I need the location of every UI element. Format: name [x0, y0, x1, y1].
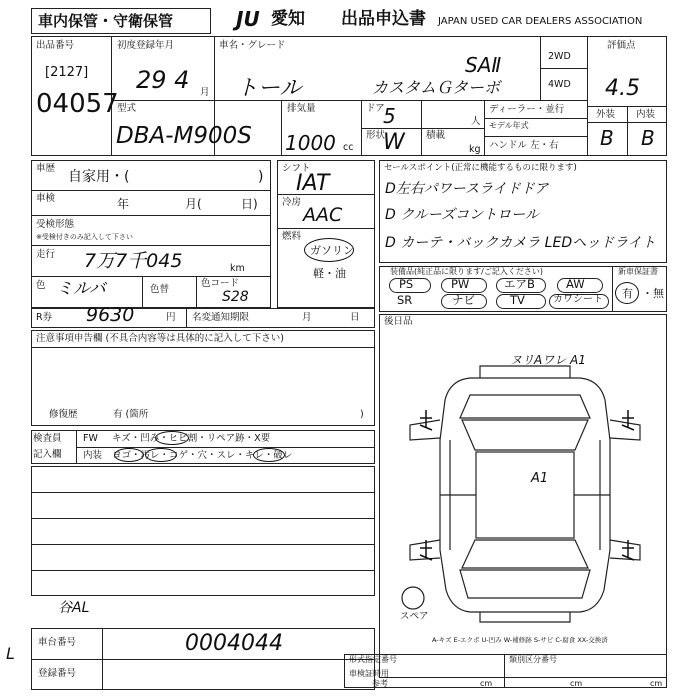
cert-label: 形式指定番号 [349, 655, 397, 664]
lot-bracket: [2127] [45, 65, 89, 80]
dealer-label: ディーラー・並行 [489, 104, 565, 115]
r-label: R券 [36, 312, 53, 323]
inspector-label-1: 検査員 [33, 433, 62, 444]
cm-2: cm [570, 679, 583, 688]
notes-frame [31, 330, 375, 426]
doors-label: ドア [366, 103, 385, 114]
history-close: ) [258, 169, 264, 185]
drive-2wd: 2WD [548, 51, 571, 62]
type-label: 型式 [117, 103, 137, 114]
storage-box [31, 8, 211, 34]
history-label: 車歴 [36, 163, 56, 174]
cm-1: cm [480, 679, 493, 688]
inspection-month: 月( [185, 197, 202, 211]
inspector-circle-4 [253, 448, 285, 462]
lot-number: 04057 [36, 89, 119, 119]
displacement-label: 排気量 [287, 103, 316, 114]
mileage-label: 走行 [36, 249, 56, 260]
warranty-label: 新車保証書 [618, 267, 658, 276]
fuel-label: 燃料 [282, 231, 302, 242]
sales-line-2: D クルーズコントロール [385, 207, 539, 223]
ju-logo: JU [236, 7, 260, 31]
capacity-label: 積載 [426, 130, 446, 141]
color-change-label: 色替 [150, 284, 170, 295]
eq-sr-label: SR [397, 293, 413, 307]
sales-line-3: D カーテ・バックカメラ LEDヘッドライト [385, 235, 656, 251]
rating-ext-label: 外装 [596, 109, 616, 120]
doors-value: 5 [383, 104, 396, 128]
rear-label: 後日品 [384, 316, 413, 327]
warranty-no: ・無 [642, 287, 664, 300]
car-name-value: トール [236, 76, 302, 101]
doc-title: 出品申込書 [341, 9, 426, 29]
diagram-legend: A-キズ E-エクボ U-凹み W-補修跡 S-サビ C-腐食 XX-交換済 [432, 636, 608, 644]
footer-mark-l: L [6, 644, 15, 663]
handle-label: ハンドル 左・右 [489, 140, 559, 151]
repair-close: ) [360, 409, 364, 420]
ac-label: 冷房 [282, 197, 302, 208]
drive-4wd: 4WD [548, 79, 571, 90]
diagram-frame [379, 314, 667, 678]
displacement-unit: cc [343, 142, 354, 153]
eq-ps-label: PS [399, 277, 414, 291]
eq-pw-label: PW [451, 277, 470, 291]
color-label: 色 [36, 280, 46, 291]
ac-value: AAC [303, 204, 343, 226]
footer-stamp-note: 谷AL [58, 600, 90, 616]
class-label: 類別区分番号 [509, 655, 557, 664]
storage-label: 車内保管・守衛保管 [38, 12, 174, 30]
rating-int-value: B [641, 126, 655, 150]
eq-navi-label: ナビ [452, 293, 475, 307]
color-code-label: 色コード [201, 278, 240, 289]
fuel-diesel: 軽・油 [313, 267, 346, 280]
car-grade-value: カスタムＧターボ [372, 78, 501, 97]
first-reg-label: 初度登録年月 [117, 40, 175, 51]
notice-month: 月 [302, 312, 312, 323]
inspector-circle-1 [155, 431, 189, 445]
eng-title: JAPAN USED CAR DEALERS ASSOCIATION [438, 16, 643, 27]
org-name: 愛知 [271, 9, 305, 29]
seats-unit: 人 [471, 116, 481, 127]
received-label: 受検形態 [36, 219, 75, 230]
rating-label: 評価点 [607, 40, 636, 51]
inspection-label: 車検 [36, 193, 56, 204]
sales-line-1: D左右パワースライドドア [385, 181, 549, 197]
chassis-value: 0004044 [185, 631, 283, 656]
inspector-row2-text: ヨゴ・汚レ・コゲ・穴・スレ・キレ・破レ [112, 450, 293, 461]
eq-sheet-label: カワシート [553, 294, 603, 305]
mileage-value: 7万7千045 [84, 250, 183, 272]
shape-label: 形状 [366, 130, 386, 141]
inspector-label-2: 記入欄 [33, 449, 62, 460]
r-value: 9630 [86, 304, 135, 326]
rating-value: 4.5 [605, 76, 640, 101]
warranty-yes: 有 [622, 287, 633, 300]
reg-cert-label: 車検証時用 [349, 669, 389, 678]
shift-label: シフト [282, 163, 311, 174]
eq-tv-label: TV [510, 293, 525, 307]
lot-label: 出品番号 [36, 40, 75, 51]
eq-aw-label: AW [566, 277, 585, 291]
received-note: ※受検付きのみ記入して下さい [36, 233, 133, 241]
rating-ext-value: B [600, 126, 614, 150]
eq-airbag-label: エアB [504, 277, 535, 291]
inspector-circle-2 [114, 448, 144, 462]
capacity-unit: kg [469, 144, 481, 155]
inspector-row1-text: キズ・凹み・ヒビ割・リペア跡・X要 [112, 433, 271, 444]
inspection-year: 年 [117, 197, 130, 211]
fuel-gasoline: ガソリン [310, 244, 354, 257]
inspector-row2-head: 内装 [83, 450, 103, 461]
inspector-circle-3 [145, 448, 177, 462]
reg-no-label: 登録番号 [38, 668, 77, 679]
type-value: DBA-M900S [116, 123, 252, 149]
spare-label: スペア [400, 611, 429, 622]
month-mark: 月 [200, 87, 210, 98]
sa-mark: SAⅡ [465, 53, 502, 77]
r-unit: 円 [166, 312, 176, 323]
inspector-row1-head: FW [83, 433, 98, 444]
notice-label: 名変通知期限 [192, 312, 250, 323]
equipment-label: 装備品(純正品に限ります/ご記入ください) [390, 267, 543, 276]
blank-lines-frame [31, 466, 375, 596]
car-name-label: 車名・グレード [219, 40, 286, 51]
warranty-yes-circle [615, 282, 639, 304]
chassis-label: 車台番号 [38, 637, 77, 648]
repair-value: 有 (箇所 [113, 409, 149, 420]
diagram-note-top: ヌリAワレ A1 [510, 353, 586, 367]
reference-label: 参考 [372, 679, 388, 688]
caution-label: 注意事項申告欄 (不具合内容等は具体的に記入して下さい) [36, 333, 284, 344]
repair-label: 修復歴 [49, 409, 78, 420]
inspection-day: 日) [241, 197, 258, 211]
cm-3: cm [650, 679, 663, 688]
history-value: 自家用・( [68, 169, 130, 185]
diagram-center-mark: A1 [531, 471, 549, 486]
rating-int-label: 内装 [636, 109, 656, 120]
shift-value: IAT [296, 171, 330, 196]
fuel-gasoline-circle [304, 238, 354, 262]
notice-day: 日 [350, 312, 360, 323]
color-value: ミルバ [56, 279, 106, 299]
shape-value: W [383, 130, 405, 155]
displacement-value: 1000 [285, 131, 336, 155]
color-code-value: S28 [222, 289, 249, 305]
model-year-label: モデル年式 [489, 121, 529, 130]
mileage-unit: km [230, 263, 245, 274]
sales-label: セールスポイント(正常に機能するものに限ります) [384, 163, 577, 173]
first-reg-value: 29 4 [136, 66, 190, 94]
